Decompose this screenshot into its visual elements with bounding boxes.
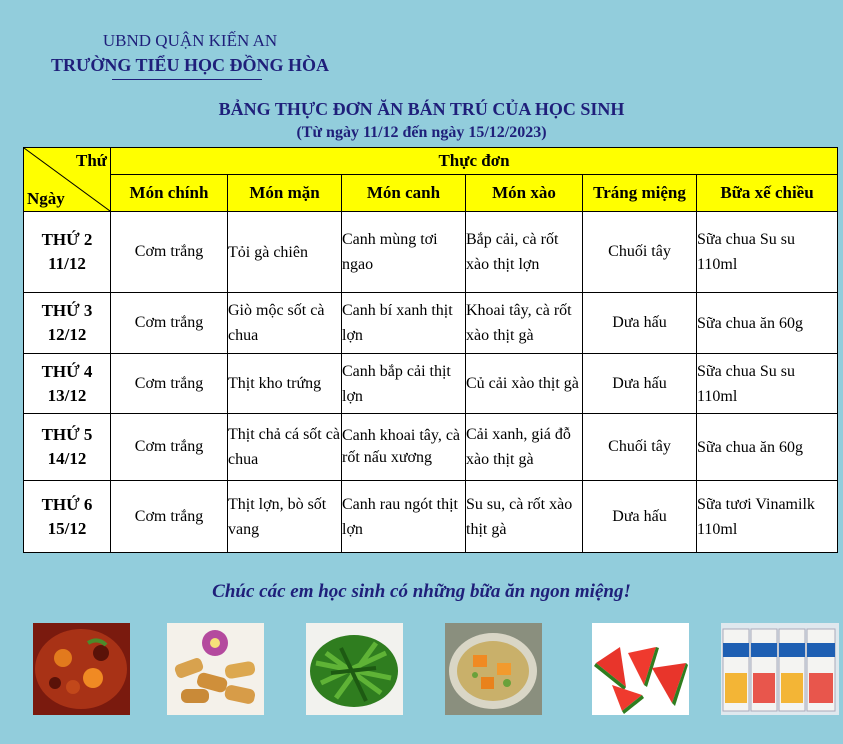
- soup-cell: Canh bắp cải thịt lợn: [342, 354, 466, 414]
- dessert-cell: Chuối tây: [583, 414, 697, 481]
- stir-fry-cell: Khoai tây, cà rốt xào thịt gà: [466, 293, 583, 354]
- watermelon-photo: [592, 623, 689, 715]
- main-dish-cell: Cơm trắng: [111, 414, 228, 481]
- date-label: 13/12: [47, 385, 87, 405]
- afternoon-snack-cell: Sữa chua ăn 60g: [697, 293, 838, 354]
- afternoon-snack-cell: Sữa chua Su su 110ml: [697, 212, 838, 293]
- fried-rolls-photo: [167, 623, 264, 715]
- corner-label-date: Ngày: [27, 189, 65, 208]
- main-dish-cell: Cơm trắng: [111, 354, 228, 414]
- date-range: (Từ ngày 11/12 đến ngày 15/12/2023): [296, 124, 547, 141]
- day-label: THỨ 2: [41, 230, 93, 249]
- milk-cartons-photo: [721, 623, 839, 715]
- menu-table: [23, 147, 838, 553]
- org-name: UBND QUẬN KIẾN AN: [102, 31, 278, 50]
- table-row: [24, 481, 838, 553]
- savory-dish-cell: Tỏi gà chiên: [228, 212, 342, 293]
- dessert-cell: Dưa hấu: [583, 481, 697, 553]
- date-label: 12/12: [47, 325, 87, 344]
- afternoon-snack-cell: Sữa chua Su su 110ml: [697, 354, 838, 414]
- soup-photo: [445, 623, 542, 715]
- afternoon-snack-cell: Sữa tươi Vinamilk 110ml: [697, 481, 838, 553]
- dessert-cell: Dưa hấu: [583, 293, 697, 354]
- day-cell: [24, 414, 111, 481]
- soup-cell: Canh rau ngót thịt lợn: [342, 481, 466, 553]
- dessert-cell: Dưa hấu: [583, 354, 697, 414]
- school-name: TRƯỜNG TIỂU HỌC ĐỒNG HÒA: [50, 55, 330, 75]
- savory-dish-cell: Thịt chả cá sốt cà chua: [228, 414, 342, 481]
- stir-fry-cell: Củ cải xào thịt gà: [466, 354, 583, 414]
- day-label: THỨ 6: [41, 494, 93, 514]
- soup-cell: Canh khoai tây, cà rốt nấu xương: [342, 414, 466, 481]
- savory-dish-cell: Giò mộc sốt cà chua: [228, 293, 342, 354]
- stir-fry-cell: Bắp cải, cà rốt xào thịt lợn: [466, 212, 583, 293]
- day-label: THỨ 4: [41, 361, 93, 381]
- table-row: [24, 354, 838, 414]
- closing-wish: Chúc các em học sinh có những bữa ăn ngon miệng!: [212, 581, 631, 602]
- dessert-cell: Chuối tây: [583, 212, 697, 293]
- day-cell: [24, 354, 111, 414]
- table-row: [24, 293, 838, 354]
- day-label: THỨ 5: [41, 425, 93, 444]
- main-dish-cell: Cơm trắng: [111, 212, 228, 293]
- stir-fry-cell: Su su, cà rốt xào thịt gà: [466, 481, 583, 553]
- divider: [112, 79, 262, 80]
- main-dish-cell: Cơm trắng: [111, 293, 228, 354]
- date-label: 14/12: [47, 449, 87, 468]
- savory-dish-cell: Thịt lợn, bò sốt vang: [228, 481, 342, 553]
- column-header: Tráng miệng: [583, 175, 697, 212]
- afternoon-snack-cell: Sữa chua ăn 60g: [697, 414, 838, 481]
- stir-fry-cell: Cải xanh, giá đỗ xào thịt gà: [466, 414, 583, 481]
- date-label: 15/12: [47, 518, 87, 538]
- column-header: Món mặn: [228, 175, 342, 212]
- day-cell: [24, 481, 111, 553]
- main-dish-cell: Cơm trắng: [111, 481, 228, 553]
- day-cell: [24, 293, 111, 354]
- day-label: THỨ 3: [41, 301, 93, 320]
- table-row: [24, 414, 838, 481]
- column-header: Món canh: [342, 175, 466, 212]
- corner-header: [24, 148, 111, 212]
- corner-label-day-of-week: Thứ: [76, 151, 107, 170]
- day-cell: [24, 212, 111, 293]
- savory-dish-cell: Thịt kho trứng: [228, 354, 342, 414]
- column-header: Bữa xế chiều: [697, 175, 838, 212]
- page-title: BẢNG THỰC ĐƠN ĂN BÁN TRÚ CỦA HỌC SINH: [218, 99, 625, 119]
- column-header: Món xào: [466, 175, 583, 212]
- menu-group-header: Thực đơn: [111, 148, 838, 175]
- column-header: Món chính: [111, 175, 228, 212]
- stew-photo: [33, 623, 130, 715]
- soup-cell: Canh bí xanh thịt lợn: [342, 293, 466, 354]
- date-label: 11/12: [48, 254, 86, 273]
- greens-photo: [306, 623, 403, 715]
- soup-cell: Canh mùng tơi ngao: [342, 212, 466, 293]
- table-row: [24, 212, 838, 293]
